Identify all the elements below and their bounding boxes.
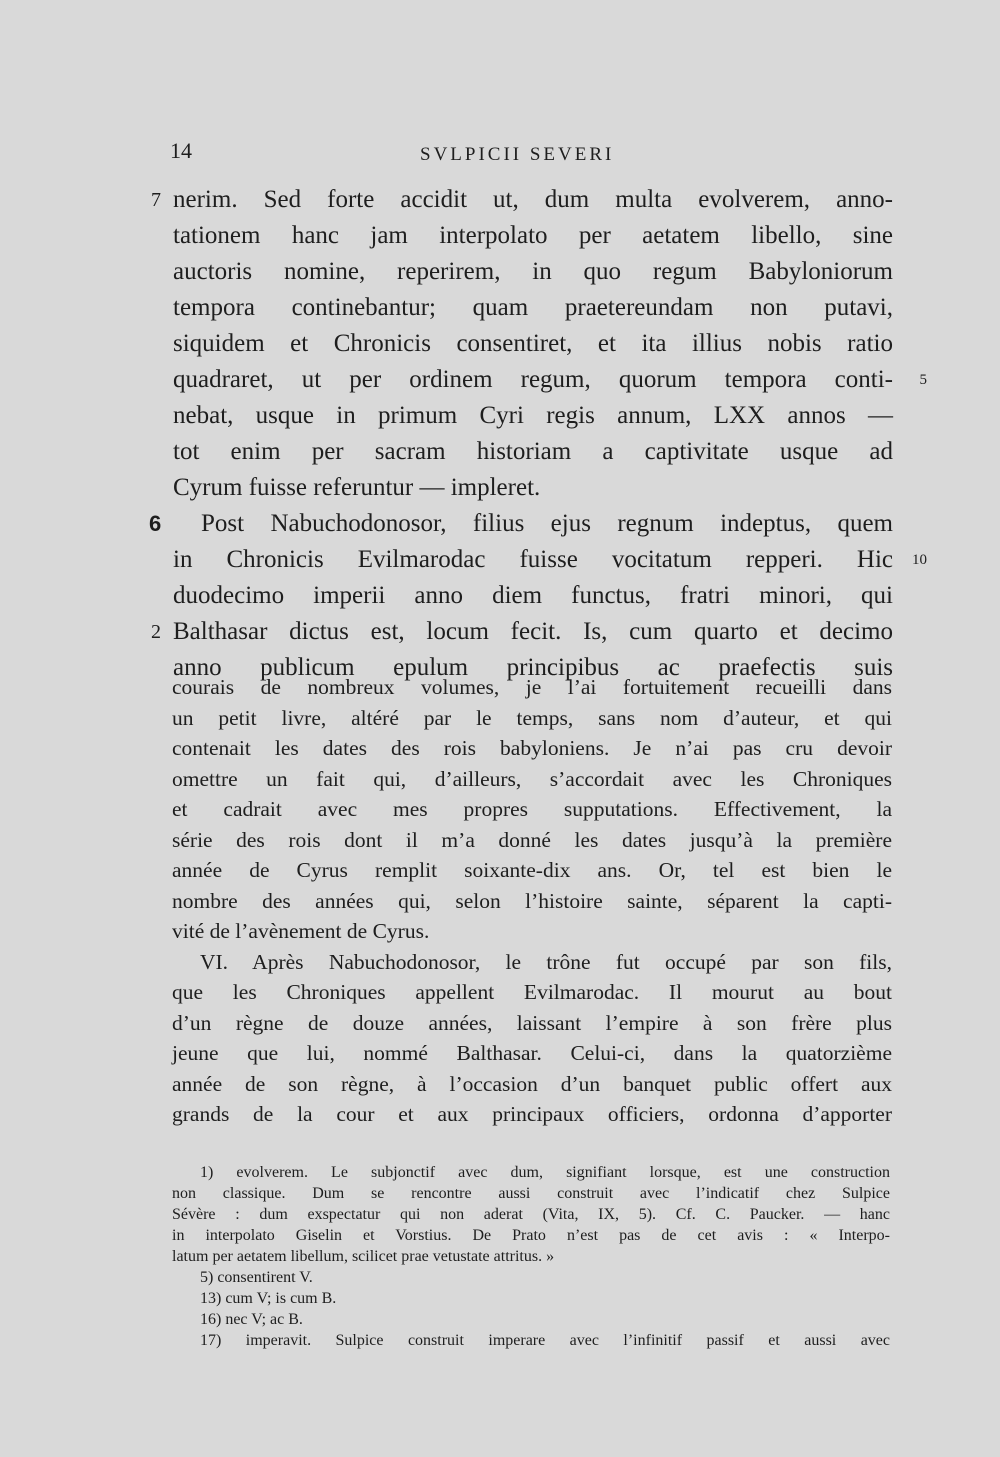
latin-line-text: Post Nabuchodonosor, filius ejus regnum indeptus, quem: [201, 510, 893, 537]
latin-line: [173, 218, 893, 254]
latin-line-text: tationem hanc jam interpolato per aetatem libello, sine: [173, 222, 893, 249]
latin-line-text: nerim. Sed forte accidit ut, dum multa evolverem, anno-: [173, 186, 893, 213]
latin-line: [173, 290, 893, 326]
running-title: SVLPICII SEVERI: [420, 144, 615, 165]
latin-line-text: siquidem et Chronicis consentiret, et ita illius nobis ratio: [173, 330, 893, 357]
latin-line: [173, 254, 893, 290]
latin-line-text: in Chronicis Evilmarodac fuisse vocitatum repperi. Hic: [173, 546, 893, 573]
footnote-line: latum per aetatem libellum, scilicet prae vetustate attritus. »: [172, 1248, 555, 1265]
latin-line-text: Balthasar dictus est, locum fecit. Is, cum quarto et decimo: [173, 618, 893, 645]
french-line: courais de nombreux volumes, je l’ai fortuitement recueilli dans: [172, 675, 892, 699]
latin-text-block: [149, 182, 927, 686]
footnotes-block: [172, 1162, 890, 1351]
latin-line-text: quadraret, ut per ordinem regum, quorum tempora conti-: [173, 366, 893, 393]
latin-line: [173, 542, 893, 578]
latin-line-text: auctoris nomine, reperirem, in quo regum Babyloniorum: [173, 258, 893, 285]
latin-line-text: duodecimo imperii anno diem functus, fratri minori, qui: [173, 582, 893, 609]
french-line: jeune que lui, nommé Balthasar. Celui-ci, dans la quatorzième: [172, 1041, 892, 1065]
french-line: vité de l’avènement de Cyrus.: [172, 919, 430, 943]
latin-line-text: tempora continebantur; quam praetereundam non putavi,: [173, 294, 893, 321]
chapter-number: 6: [149, 511, 162, 536]
footnote-line: 13) cum V; is cum B.: [200, 1290, 337, 1307]
chapter-section-number: 2: [151, 621, 161, 643]
footnote-line: non classique. Dum se rencontre aussi construit avec l’indicatif chez Sulpice: [172, 1185, 890, 1202]
latin-line: [151, 614, 893, 650]
french-line: contenait les dates des rois babyloniens. Je n’ai pas cru devoir: [172, 736, 892, 760]
footnote-line: 5) consentirent V.: [200, 1269, 313, 1286]
french-line: série des rois dont il m’a donné les dates jusqu’à la première: [172, 827, 892, 852]
french-line: nombre des années qui, selon l’histoire sainte, séparent la capti-: [172, 888, 892, 913]
footnote-line: 1) evolverem. Le subjonctif avec dum, signifiant lorsque, est une construction: [200, 1164, 890, 1181]
latin-line-text: Cyrum fuisse referuntur — impleret.: [173, 474, 541, 501]
latin-line-text: tot enim per sacram historiam a captivitate usque ad: [173, 438, 893, 465]
french-line: VI. Après Nabuchodonosor, le trône fut occupé par son fils,: [200, 949, 892, 974]
footnote-line: Sévère : dum exspectatur qui non aderat (Vita, IX, 5). Cf. C. Paucker. — hanc: [172, 1206, 890, 1223]
latin-line-text: nebat, usque in primum Cyri regis annum, LXX annos —: [173, 402, 893, 429]
latin-line: [173, 578, 893, 614]
page-header: [170, 138, 890, 168]
latin-line-text: anno publicum epulum principibus ac praefectis suis: [173, 654, 893, 681]
french-translation-block: [172, 672, 892, 1130]
line-number: 10: [912, 552, 927, 568]
footnote-line: in interpolato Giselin et Vorstius. De Prato n’est pas de cet avis : « Interpo-: [172, 1227, 890, 1244]
line-number: 5: [919, 372, 927, 388]
french-line: omettre un fait qui, d’ailleurs, s’accordait avec les Chroniques: [172, 766, 892, 791]
footnote-line: 17) imperavit. Sulpice construit imperare avec l’infinitif passif et aussi avec: [200, 1332, 890, 1349]
french-line: d’un règne de douze années, laissant l’empire à son frère plus: [172, 1010, 892, 1035]
latin-line: [173, 398, 893, 434]
french-line: que les Chroniques appellent Evilmarodac. Il mourut au bout: [172, 980, 892, 1004]
latin-line: [173, 434, 893, 470]
french-line: année de Cyrus remplit soixante-dix ans. Or, tel est bien le: [172, 858, 892, 882]
french-line: grands de la cour et aux principaux officiers, ordonna d’apporter: [172, 1102, 892, 1126]
latin-line: [173, 362, 893, 398]
footnote-line: 16) nec V; ac B.: [200, 1311, 303, 1328]
page-number: 14: [170, 138, 192, 163]
french-line: année de son règne, à l’occasion d’un banquet public offert aux: [172, 1071, 892, 1096]
chapter-section-number: 7: [151, 189, 161, 211]
latin-line: [173, 470, 893, 506]
french-line: et cadrait avec mes propres supputations. Effectivement, la: [172, 797, 892, 821]
french-line: un petit livre, altéré par le temps, sans nom d’auteur, et qui: [172, 705, 892, 730]
latin-line: [151, 182, 893, 218]
